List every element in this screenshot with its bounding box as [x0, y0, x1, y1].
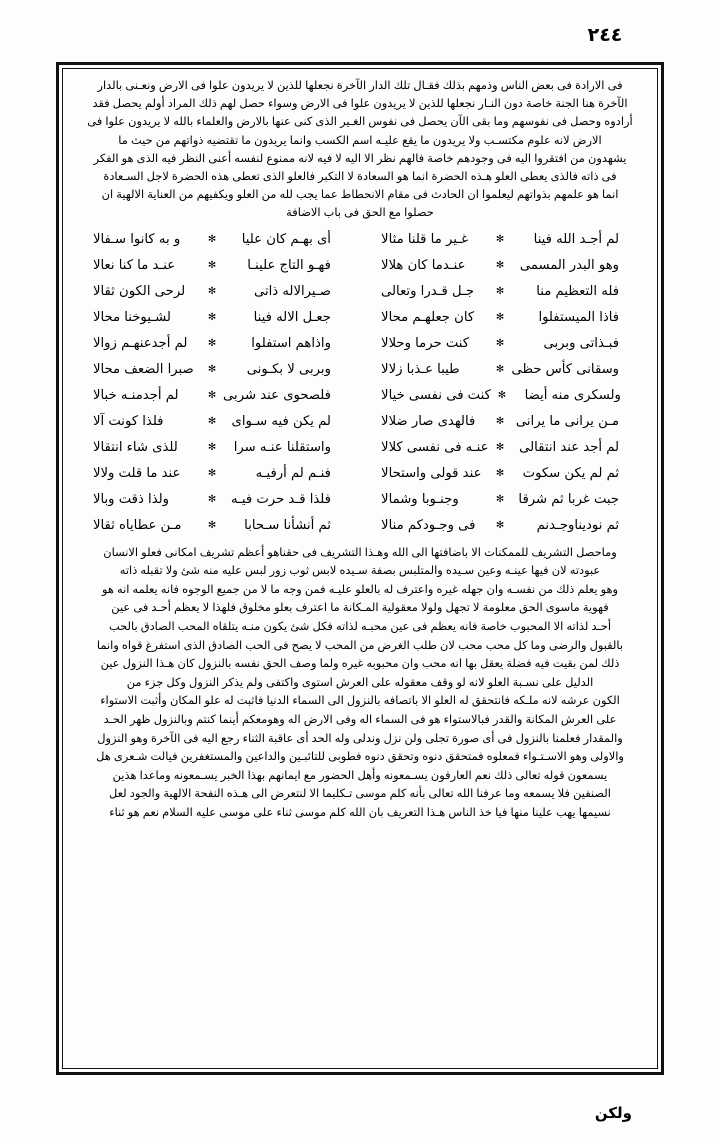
prose-line: وماحصل التشريف للممكنات الا باضافتها الى الله وهـذا التشريف فى حقناهو أعظم تشريف امكانى فعلو الانسان — [103, 544, 617, 559]
prose-closing-line: حصلوا مع الحق فى باب الاضافة — [286, 205, 434, 220]
hemistich: فلصحوى عند شربى — [223, 387, 331, 403]
hemistich: عنـدما كان هلالا — [381, 257, 466, 273]
verse-separator-icon: ✻ — [207, 389, 217, 401]
prose-line: أحـد لذاته الا المحبوب خاصة فانه يعظم فى عين محبـه لذاته فكل شئ يكون منـه يتلقاه المحب الصادق بالحب — [109, 619, 611, 633]
hemistich: لم أجد عند انتقالى — [519, 439, 620, 455]
prose-line: يسمعون قوله تعالى ذلك نعم العارفون يسـمعونه وأهل الحضور مع ايمانهم بهذا الخبر يسـمعونه وماعدا هذين — [112, 767, 608, 782]
verse-left-column — [377, 357, 644, 384]
verse-separator-icon: ✻ — [495, 285, 505, 297]
verse-separator-icon: ✻ — [207, 415, 217, 427]
verse-separator-icon: ✻ — [207, 519, 217, 531]
verse-row — [76, 279, 644, 305]
prose-line: فهوية ماسوى الحق معلومة لا تجهل ولولا معقولية المـكانة ما اعترف بعلو مخلوق فلهذا لا يعظم أحـد فى عين — [111, 600, 609, 615]
hemistich: عنـد ما كنا نعالا — [92, 257, 176, 273]
verse-separator-icon: ✻ — [207, 337, 217, 349]
verse-row — [76, 331, 644, 357]
verse-right-column — [76, 253, 343, 280]
verse-right-column — [76, 279, 343, 306]
verse-separator-icon: ✻ — [495, 337, 505, 349]
hemistich: كان جعلهـم محالا — [381, 309, 475, 325]
hemistich: عند ما قلت ولالا — [92, 465, 181, 481]
hemistich: واستقلنا عنـه سرا — [233, 439, 331, 455]
poetry-block — [72, 227, 648, 539]
verse-row — [76, 461, 644, 487]
hemistich: غـير ما قلنا مثالا — [381, 231, 468, 247]
verse-separator-icon: ✻ — [207, 493, 217, 505]
verse-separator-icon: ✻ — [207, 233, 217, 245]
top-prose-block — [72, 76, 648, 222]
hemistich: فى وجـودكم منالا — [381, 517, 476, 533]
prose-line: الصنفين فلا يسمعه وما عرفنا الله تعالى بأنه كلم موسى تـكليما الا لنتعرض الى هـذه النفحة الالهية والجود لعل — [109, 786, 611, 801]
verse-separator-icon: ✻ — [207, 441, 217, 453]
verse-row — [76, 409, 644, 435]
verse-right-column — [76, 435, 343, 462]
hemistich: ثم أنشأنا سـحابا — [244, 517, 331, 533]
hemistich: و به كانوا سـفالا — [92, 231, 181, 247]
verse-right-column — [76, 331, 343, 358]
verse-right-column — [76, 487, 343, 514]
verse-separator-icon: ✻ — [495, 311, 505, 323]
verse-row — [76, 357, 644, 383]
verse-separator-icon: ✻ — [495, 415, 505, 427]
verse-left-column — [377, 331, 644, 358]
prose-line: أرادوه وحصل فى نفوسهم وما بقى الآن يحصل فى نفوس الغـير الذى كنى عنها بالارض والعلماء بالله لا يريدون علوا فى — [87, 114, 633, 129]
verse-row — [76, 487, 644, 513]
hemistich: لرحى الكون ثقالا — [92, 283, 186, 299]
hemistich: صبرا الضعف محالا — [92, 361, 194, 377]
verse-right-column — [76, 513, 343, 540]
verse-left-column — [377, 383, 644, 410]
hemistich: فبـذاتى وبربى — [543, 335, 620, 351]
hemistich: صـيرالاله ذاتى — [253, 283, 331, 299]
hemistich: لم أجـد الله فينا — [533, 231, 620, 247]
verse-separator-icon: ✻ — [207, 363, 217, 375]
verse-separator-icon: ✻ — [207, 467, 217, 479]
prose-line: ذلك لمن بقيت فيه فضلة يعقل بها انه محب وان محبوبه غيره ولما وصف الحق نفسه بالنزول كان هـذا النزول عين — [100, 656, 620, 671]
verse-separator-icon: ✻ — [495, 441, 505, 453]
catchword: ولكن — [594, 1104, 632, 1122]
hemistich: وبربى لا بكـونى — [246, 361, 331, 377]
hemistich: جـل قـدرا وتعالى — [381, 283, 474, 299]
hemistich: وجنـوبا وشمالا — [381, 491, 459, 507]
verse-row — [76, 227, 644, 253]
hemistich: أى بهـم كان عليا — [241, 231, 331, 247]
hemistich: كنت فى نفسى خيالا — [381, 387, 491, 403]
verse-separator-icon: ✻ — [495, 519, 505, 531]
verse-left-column — [377, 487, 644, 514]
verse-right-column — [76, 461, 343, 488]
hemistich: عنـه فى نفسى كلالا — [381, 439, 489, 455]
hemistich: فلذا كونت آلا — [92, 413, 164, 429]
hemistich: عند قولى واستحالا — [381, 465, 482, 481]
hemistich: جبت غربا ثم شرقا — [518, 491, 620, 507]
prose-line: والاولى وهو الاسـتـواء فمعلوه فمتحقق دنوه وتحقق دنوه فطوبى للتائبـين والداعين والمستغفرين فيالت شـعرى هل — [96, 749, 624, 764]
verse-right-column — [76, 227, 343, 254]
verse-separator-icon: ✻ — [495, 259, 505, 271]
prose-line: والمقدار فعلمنا بالنزول فى أى صورة تجلى ولن نزل وندلى وله الحد أى عاقبة الثناء رجع اليه فى الآخرة وهو النزول — [97, 730, 623, 745]
verse-left-column — [377, 513, 644, 540]
hemistich: فاذا الميستفلوا — [538, 309, 620, 325]
verse-left-column — [377, 409, 644, 436]
verse-right-column — [76, 357, 343, 384]
verse-separator-icon: ✻ — [207, 259, 217, 271]
verse-left-column — [377, 253, 644, 280]
verse-separator-icon: ✻ — [495, 233, 505, 245]
hemistich: فالهدى صار ضلالا — [381, 413, 476, 429]
verse-left-column — [377, 305, 644, 332]
verse-right-column — [76, 409, 343, 436]
verse-row — [76, 253, 644, 279]
verse-separator-icon: ✻ — [495, 363, 505, 375]
verse-row — [76, 513, 644, 539]
hemistich: للذى شاء انتقالا — [92, 439, 178, 455]
verse-left-column — [377, 227, 644, 254]
prose-line: نسيمها يهب علينا منها فيا خذ الناس هـذا التعريف بان الله كلم موسى ثناء على موسى عليه السلام نعم هو ثناء — [109, 804, 611, 819]
verse-row — [76, 305, 644, 331]
hemistich: ولسكرى منه أيضا — [524, 387, 621, 403]
verse-separator-icon: ✻ — [495, 467, 505, 479]
hemistich: ثم نوديناوجـدنم — [536, 517, 620, 533]
hemistich: فهـو التاج علينـا — [247, 257, 331, 273]
verse-separator-icon: ✻ — [207, 311, 217, 323]
hemistich: كنت حرما وحلالا — [381, 335, 470, 351]
verse-left-column — [377, 461, 644, 488]
verse-right-column — [76, 305, 343, 332]
hemistich: فنـم لم أرفيـه — [255, 465, 331, 481]
hemistich: ولذا ذقت وبالا — [92, 491, 170, 507]
hemistich: فلذا قـد حرت فيـه — [230, 491, 331, 507]
prose-line: فى ذاته فالذى يعطى العلو هـذه الحضرة انما هو السعادة لا التكبر فالعلو الذى تعطى هذه الحضرة لاجل السـعادة — [103, 169, 617, 184]
verse-row — [76, 435, 644, 461]
prose-line: الارض لانه علوم مكتسـب ولا يريدون ما يقع عليـه اسم الكسب وانما يريدون ما تقتضيه ذواتهم من حيث ما — [118, 132, 602, 147]
verse-separator-icon: ✻ — [495, 493, 505, 505]
verse-separator-icon: ✻ — [207, 285, 217, 297]
prose-line: يشهدون من افتقروا اليه فى وجودهم خاصة فالهم نظر الا اليه لا فيه لانه ممنوع لنفسه أعنى النظر فيه الذى هو الفكر — [93, 150, 627, 165]
prose-line: على العرش المكانة والقدر فبالاستواء هو فى السماء اله وفى الارض اله وهومعكم أينما كنتم وبالنزول ظهر الحـد — [103, 711, 617, 726]
hemistich: واذاهم استفلوا — [251, 335, 331, 351]
hemistich: لم يكن فيه سـواى — [231, 413, 331, 429]
hemistich: وسقانى كأس حظى — [511, 361, 620, 377]
prose-line: انما هو علمهم بذواتهم ليعلموا ان الحادث فى مقام الانحطاط عما يجب لله من العلو ويكفيهم من العناية الالهية ان — [101, 187, 619, 202]
text-frame-outer — [56, 62, 664, 1075]
verse-left-column — [377, 279, 644, 306]
verse-right-column — [76, 383, 343, 410]
hemistich: مـن يرانى ما يرانى — [515, 413, 620, 429]
hemistich: ثم لم يكن سكوت — [522, 465, 620, 481]
hemistich: لشـيوخنا محالا — [92, 309, 171, 325]
bottom-prose-block — [72, 543, 648, 822]
text-frame-inner — [62, 68, 658, 1069]
prose-line: فى الارادة فى بعض الناس وذمهم بذلك فقـال تلك الدار الآخرة نجعلها للذين لا يريدون علوا فى الارض ونعـنى بالدار — [97, 78, 623, 92]
verse-separator-icon: ✻ — [497, 389, 507, 401]
verse-row — [76, 383, 644, 409]
prose-line: عبودته لان فيها عينـه وعين سـيده والمتلبس بصفة سـيده لابس ثوب زور لبس عليه منه شئ ولا تقبله ذاته — [119, 563, 601, 578]
prose-line: وهو يعلم ذلك من نفسـه وان جهله غيره واعترف له بالعلو عليـه فمن وجه ما لا من جميع الوجوه فانه يعلمه انه هو — [101, 581, 619, 596]
folio-number: ٢٤٤ — [587, 24, 623, 46]
prose-line: الكون عرشه لانه ملـكه فانتحقق له العلو الا باتصافه بالنزول الى السماء الدنيا فاثبت له علو المكان وأثبت الاستواء — [100, 693, 620, 708]
hemistich: فله التعظيم منا — [536, 283, 620, 299]
hemistich: طيبا عـذبا زلالا — [381, 361, 460, 377]
hemistich: وهو البدر المسمى — [519, 257, 620, 273]
prose-line: الدليل على نسـبة العلو لانه لو وقف معقوله على العرش استوى واكتفى ولم يذكر النزول وكل جزء من — [126, 674, 594, 689]
hemistich: لم أجدمنـه خبالا — [92, 387, 179, 403]
prose-line: الآخرة هنا الجنة خاصة دون النـار نجعلها للذين لا يريدون علوا فى الارض وسواء حصل لهم ذلك المراد أولم يحصل فقد — [92, 96, 628, 111]
hemistich: لم أجدعنهـم زوالا — [92, 335, 188, 351]
hemistich: مـن عطاياه ثقالا — [92, 517, 182, 533]
verse-left-column — [377, 435, 644, 462]
prose-line: بالقبول والرضى وما كل محب محب لان طلب الغرض من المحب لا يصح فى الحب الصادق الذى استفرغ قواه وانما — [96, 637, 624, 652]
hemistich: جعـل الاله فينا — [253, 309, 331, 325]
